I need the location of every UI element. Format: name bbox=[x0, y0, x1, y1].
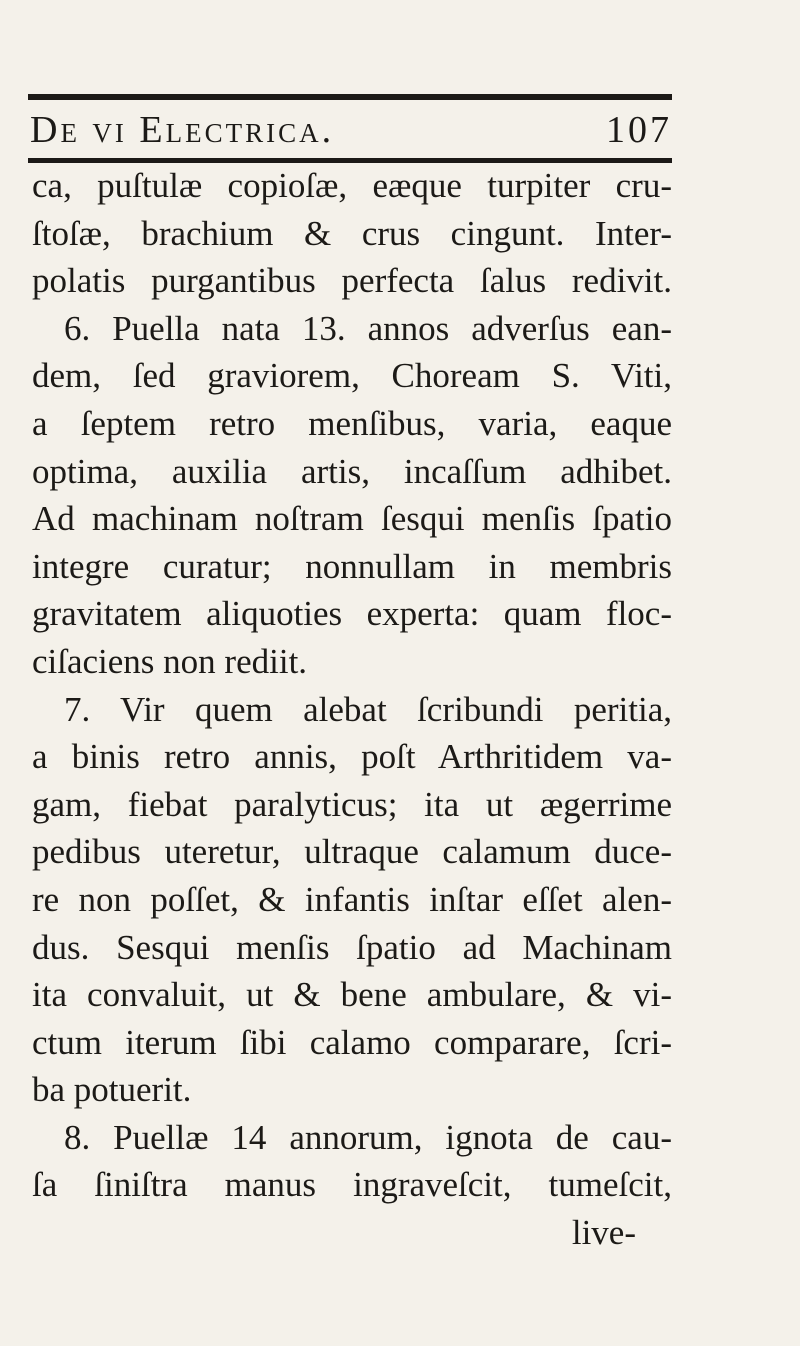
body-text bbox=[32, 162, 672, 1257]
text-line: a binis retro annis, poſt Arthritidem va- bbox=[32, 737, 672, 777]
text-line: re non poſſet, & infantis inſtar eſſet alen- bbox=[32, 879, 672, 919]
text-line: ſtoſæ, brachium & crus cingunt. Inter- bbox=[32, 213, 672, 253]
text-line: gam, fiebat paralyticus; ita ut ægerrime bbox=[32, 784, 672, 824]
text-line: ca, puſtulæ copioſæ, eæque turpiter cru- bbox=[32, 166, 672, 205]
text-line: dus. Sesqui menſis ſpatio ad Machinam bbox=[32, 927, 672, 967]
text-line: dem, ſed graviorem, Choream S. Viti, bbox=[32, 356, 672, 396]
text-line: ctum iterum ſibi calamo comparare, ſcri- bbox=[32, 1022, 672, 1062]
text-line: integre curatur; nonnullam in membris bbox=[32, 546, 672, 586]
header-rule-top bbox=[28, 94, 672, 100]
text-line: gravitatem aliquoties experta: quam floc- bbox=[32, 594, 672, 634]
text-line: ba potuerit. bbox=[32, 1070, 192, 1110]
paragraph-start-line: 6. Puella nata 13. annos adverſus ean- bbox=[64, 308, 672, 348]
text-line: ſa ſiniſtra manus ingraveſcit, tumeſcit, bbox=[32, 1165, 672, 1205]
running-title: De vi Electrica. bbox=[30, 109, 335, 151]
text-line: a ſeptem retro menſibus, varia, eaque bbox=[32, 403, 672, 443]
paragraph-start-line: 7. Vir quem alebat ſcribundi peritia, bbox=[64, 689, 672, 729]
running-head bbox=[30, 104, 672, 156]
text-line: ciſaciens non rediit. bbox=[32, 641, 308, 681]
text-line: ita convaluit, ut & bene ambulare, & vi- bbox=[32, 975, 672, 1015]
text-line: polatis purgantibus perfecta ſalus redivit. bbox=[32, 261, 672, 301]
catchword: live- bbox=[571, 1213, 636, 1253]
page-number: 107 bbox=[606, 109, 672, 151]
text-line: Ad machinam noſtram ſesqui menſis ſpatio bbox=[32, 499, 672, 539]
paragraph-start-line: 8. Puellæ 14 annorum, ignota de cau- bbox=[64, 1117, 672, 1157]
text-line: pedibus uteretur, ultraque calamum duce- bbox=[32, 832, 672, 872]
text-line: optima, auxilia artis, incaſſum adhibet. bbox=[32, 451, 672, 491]
